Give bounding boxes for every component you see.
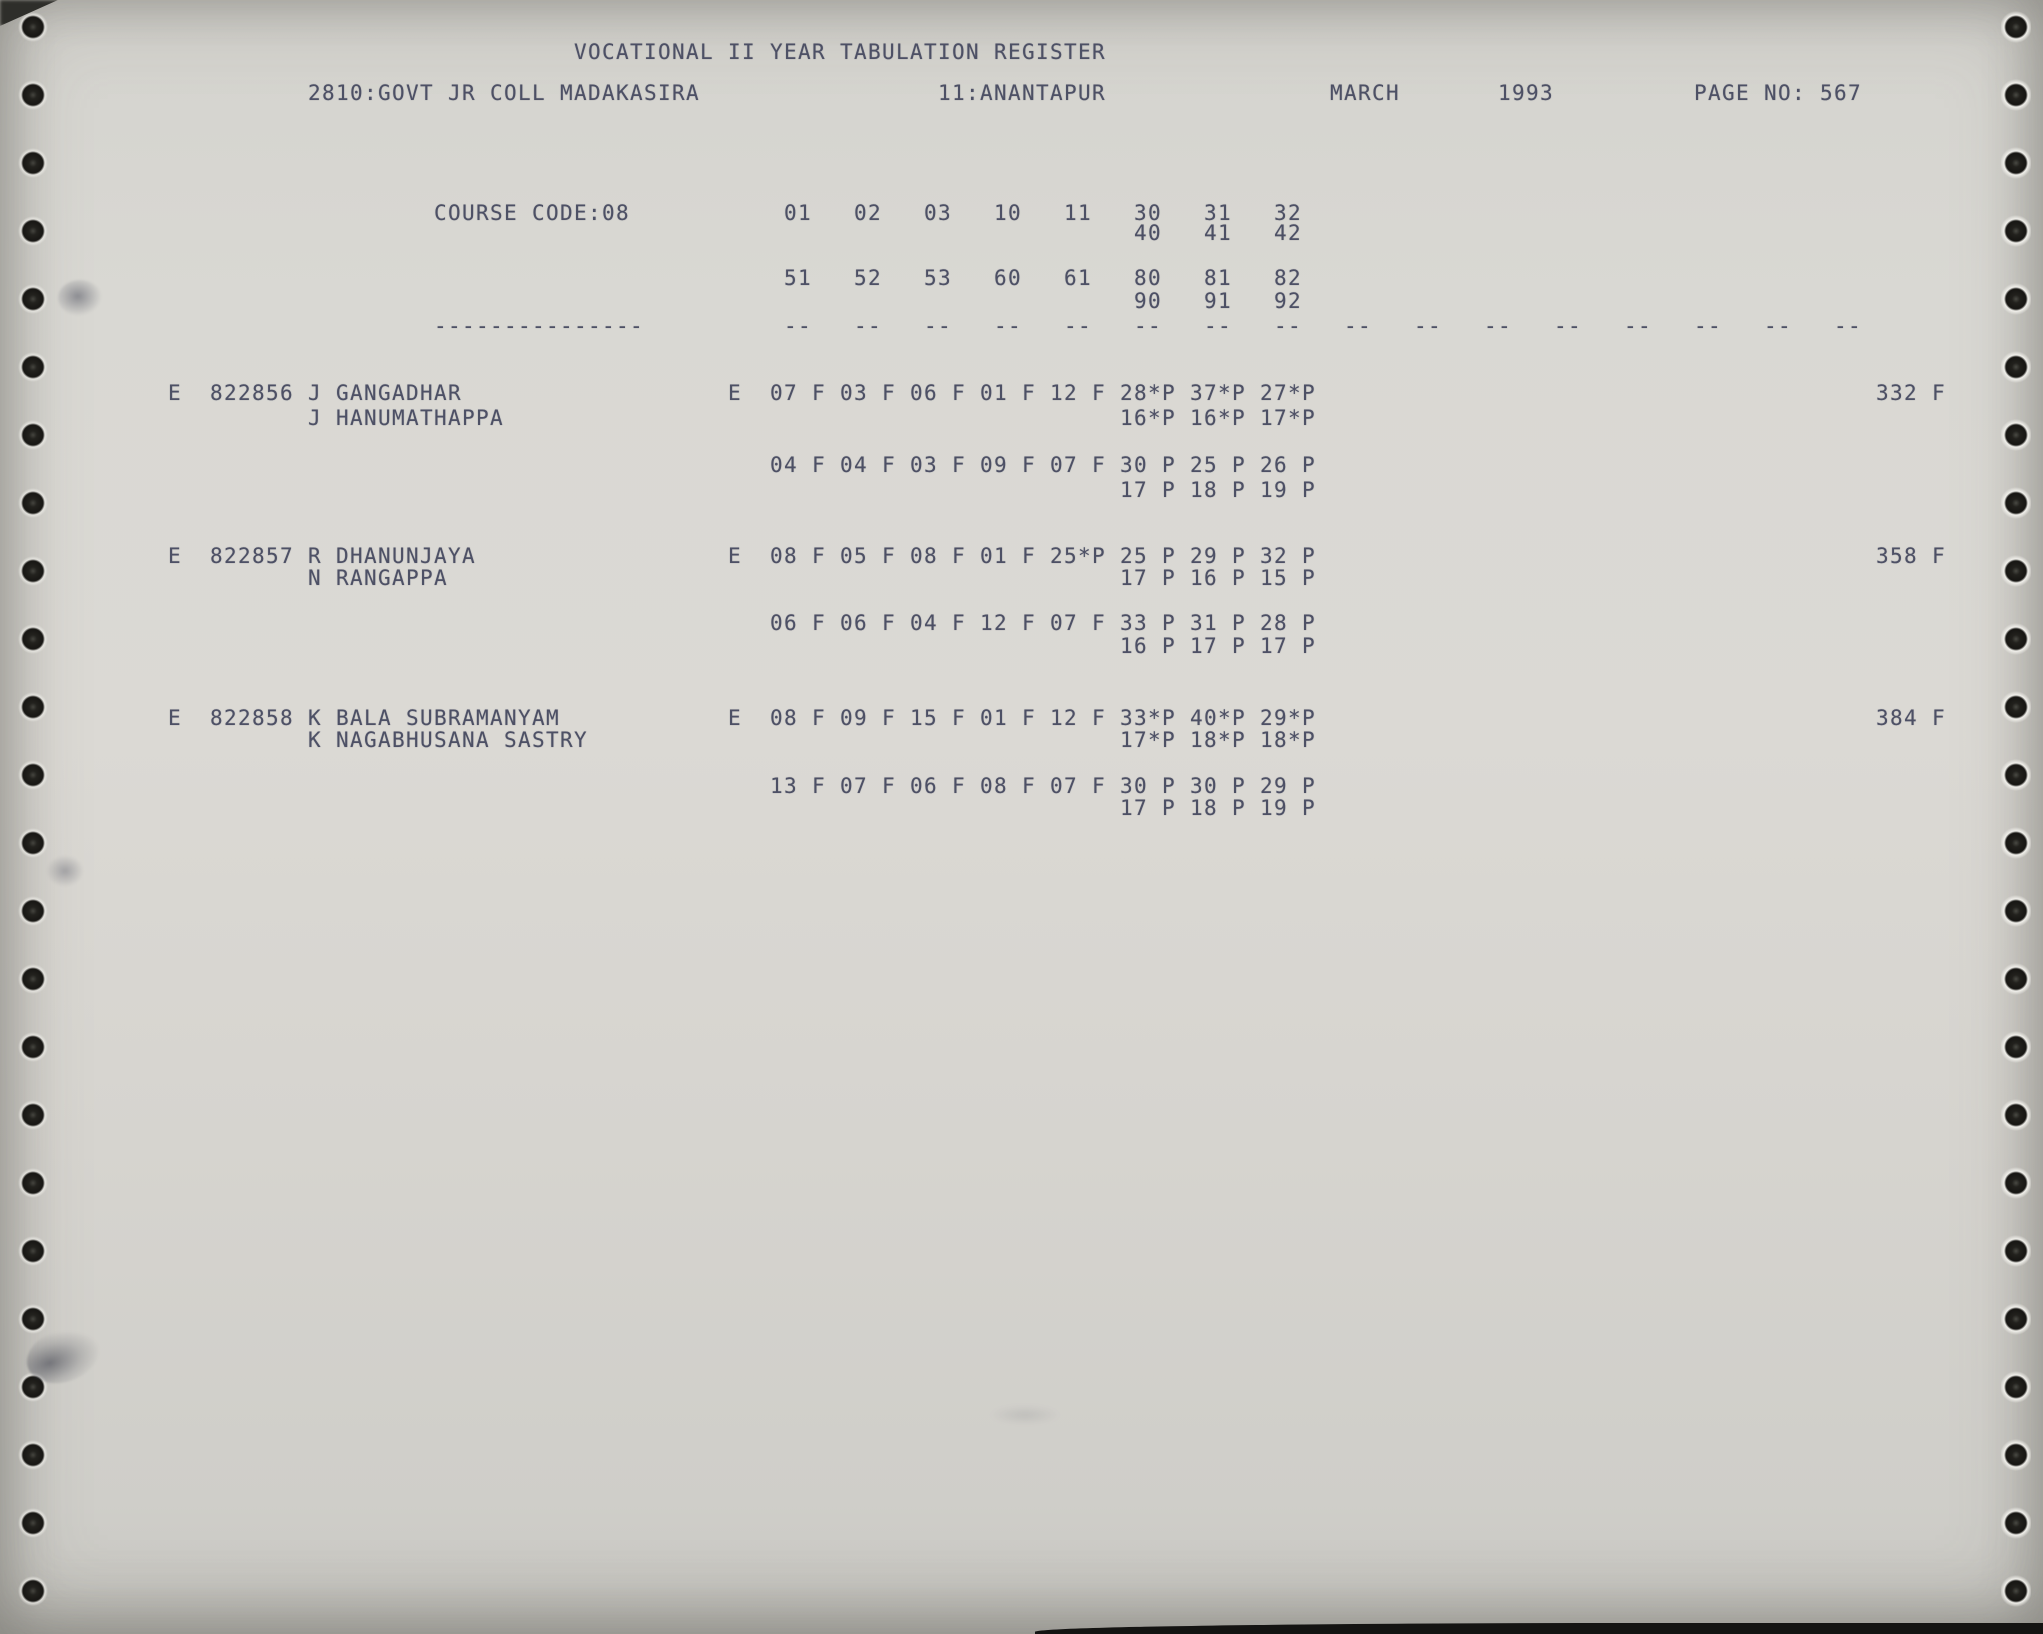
ink-smudge — [990, 1405, 1060, 1425]
record-3-marks-block2-line1: 13 F 07 F 06 F 08 F 07 F 30 P 30 P 29 P — [140, 774, 1317, 798]
subject-codes-line-1b: 40 41 42 — [140, 221, 1303, 245]
subject-codes-line-2b: 90 91 92 — [140, 289, 1303, 313]
record-2-father-marks-line: N RANGAPPA 17 P 16 P 15 P — [140, 566, 1317, 590]
record-1-marks-block2-line2: 17 P 18 P 19 P — [140, 478, 1317, 502]
report-title-line: VOCATIONAL II YEAR TABULATION REGISTER — [140, 40, 1107, 64]
record-2-marks-block2-line1: 06 F 06 F 04 F 12 F 07 F 33 P 31 P 28 P — [140, 611, 1317, 635]
record-2-marks-block2-line2: 16 P 17 P 17 P — [140, 634, 1317, 658]
record-2-name-marks-total-line: E 822857 R DHANUNJAYA E 08 F 05 F 08 F 01 F 25*P 25 P 29 P 32 P 358 F — [140, 544, 1947, 568]
sprocket-holes-right — [2001, 0, 2031, 1634]
record-3-name-marks-total-line: E 822858 K BALA SUBRAMANYAM E 08 F 09 F 15 F 01 F 12 F 33*P 40*P 29*P 384 F — [140, 706, 1947, 730]
report-header-line: 2810:GOVT JR COLL MADAKASIRA 11:ANANTAPUR MARCH 1993 PAGE NO: 567 — [140, 81, 1863, 105]
record-1-name-marks-total-line: E 822856 J GANGADHAR E 07 F 03 F 06 F 01 F 12 F 28*P 37*P 27*P 332 F — [140, 381, 1947, 405]
sprocket-holes-left — [18, 0, 48, 1634]
separator-line: --------------- -- -- -- -- -- -- -- -- -- -- -- -- -- -- -- -- — [140, 314, 1863, 338]
record-1-father-marks-line: J HANUMATHAPPA 16*P 16*P 17*P — [140, 406, 1317, 430]
ink-smudge — [58, 280, 102, 316]
record-3-marks-block2-line2: 17 P 18 P 19 P — [140, 796, 1317, 820]
record-1-marks-block2-line1: 04 F 04 F 03 F 09 F 07 F 30 P 25 P 26 P — [140, 453, 1317, 477]
ink-smudge — [46, 855, 84, 887]
subject-codes-line-2: 51 52 53 60 61 80 81 82 — [140, 266, 1303, 290]
record-3-father-marks-line: K NAGABHUSANA SASTRY 17*P 18*P 18*P — [140, 728, 1317, 752]
course-code-subjects-line: COURSE CODE:08 01 02 03 10 11 30 31 32 — [140, 201, 1303, 225]
scan-bottom-edge — [1035, 1623, 2043, 1634]
